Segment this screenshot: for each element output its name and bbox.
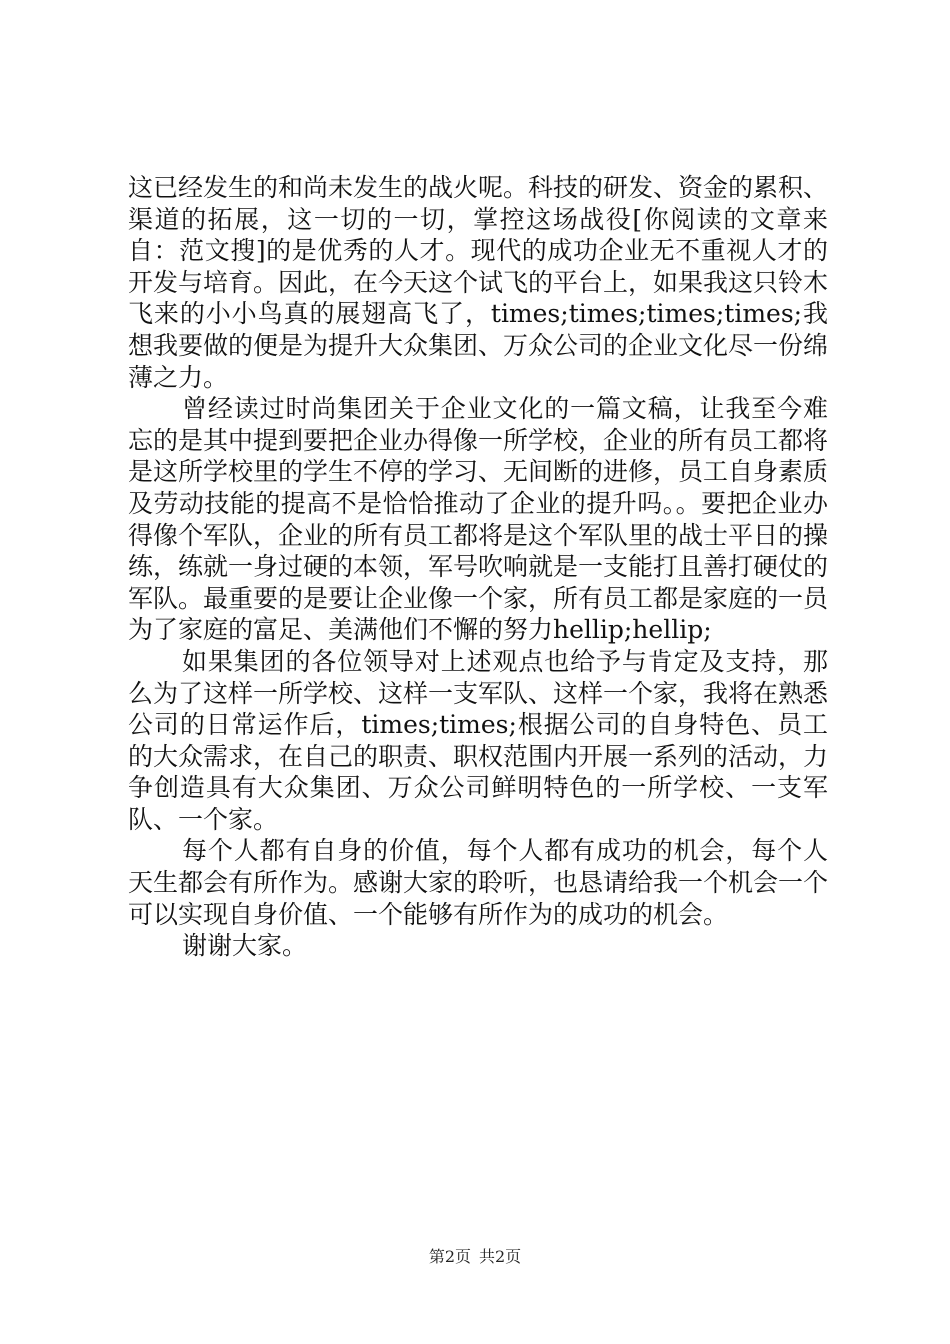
paragraph-2: 曾经读过时尚集团关于企业文化的一篇文稿，让我至今难忘的是其中提到要把企业办得像一所学校，企业的所有员工都将是这所学校里的学生不停的学习、无间断的进修，员工自身素质及劳动技能的提高不是恰恰推动了企业的提升吗。。要把企业办得像个军队，企业的所有员工都将是这个军队里的战士平日的操练，练就一身过硬的本领，军号吹响就是一支能打且善打硬仗的军队。最重要的是要让企业像一个家，所有员工都是家庭的一员为了家庭的富足、美满他们不懈的努力hellip;hellip; (128, 394, 829, 645)
page-footer (0, 1244, 950, 1267)
page-total: 共2页 (479, 1247, 522, 1266)
paragraph-3: 如果集团的各位领导对上述观点也给予与肯定及支持，那么为了这样一所学校、这样一支军队、这样一个家，我将在熟悉公司的日常运作后，times;times;根据公司的自身特色、员工的大众需求，在自己的职责、职权范围内开展一系列的活动，力争创造具有大众集团、万众公司鲜明特色的一所学校、一支军队、一个家。 (128, 646, 829, 834)
paragraph-4: 每个人都有自身的价值，每个人都有成功的机会，每个人天生都会有所作为。感谢大家的聆听，也恳请给我一个机会一个可以实现自身价值、一个能够有所作为的成功的机会。 (128, 836, 829, 929)
document-body (128, 172, 828, 962)
paragraph-1: 这已经发生的和尚未发生的战火呢。科技的研发、资金的累积、渠道的拓展，这一切的一切，掌控这场战役[你阅读的文章来自：范文搜]的是优秀的人才。现代的成功企业无不重视人才的开发与培育。因此，在今天这个试飞的平台上，如果我这只铃木飞来的小小鸟真的展翅高飞了，times;times;times;times;我想我要做的便是为提升大众集团、万众公司的企业文化尽一份绵薄之力。 (128, 173, 829, 392)
page-number: 第2页 (428, 1247, 471, 1266)
paragraph-5: 谢谢大家。 (182, 931, 308, 961)
